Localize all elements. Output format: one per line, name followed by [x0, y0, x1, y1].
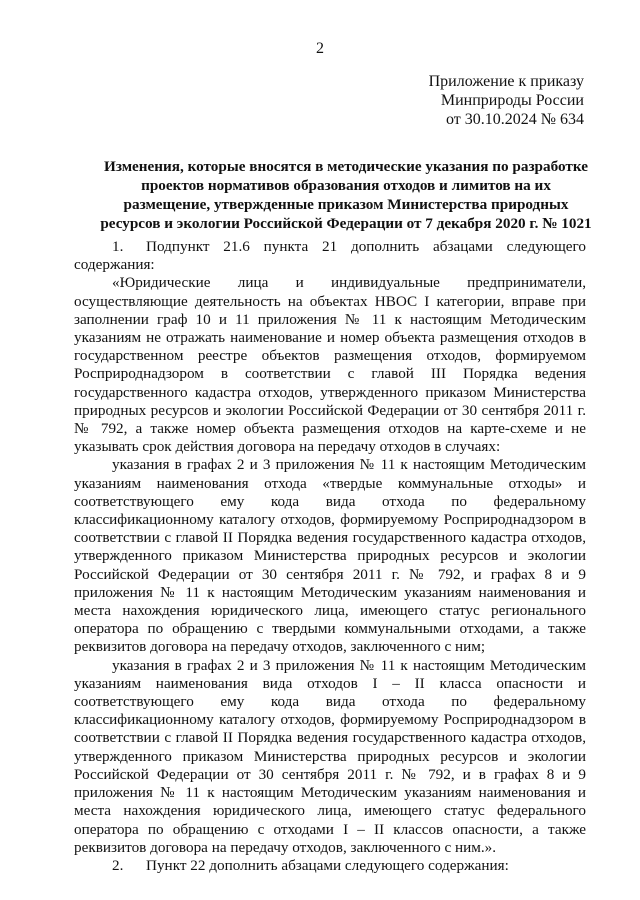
appendix-line-3: от 30.10.2024 № 634: [445, 111, 584, 128]
paragraph-4: указания в графах 2 и 3 приложения № 11 к настоящим Методическим указаниям наименования вида отходов I – II класса опасности и соответствующего ему кода вида отхода по федеральному классификационному каталогу отходов, формируемому Росприроднадзором в соответствии с главой II Порядка ведения государственного кадастра отходов, утвержденного приказом Министерства природных ресурсов и экологии Российской Федерации от 30 сентября 2011 г. № 792, и в графах 8 и 9 приложения № 11 к настоящим Методическим указаниям наименования и места нахождения юридического лица, имеющего статус федерального оператора по обращению с отходами I – II классов опасности, а также реквизитов договора на передачу отходов, заключенного с ним.».: [74, 656, 586, 856]
document-body: [74, 238, 586, 875]
paragraph-1-text: Подпункт 21.6 пункта 21 дополнить абзацами следующего содержания:: [74, 238, 586, 274]
page-number: 2: [316, 40, 324, 57]
appendix-line-2: Минприроды России: [440, 92, 584, 109]
paragraph-2: «Юридические лица и индивидуальные предприниматели, осуществляющие деятельность на объектах НВОС I категории, вправе при заполнении граф 10 и 11 приложения № 11 к настоящим Методическим указаниям не отражать наименование и номер объекта размещения отходов в государственном реестре объектов размещения отходов, формируемом Росприроднадзором в соответствии с главой III Порядка ведения государственного кадастра отходов, утвержденного приказом Министерства природных ресурсов и экологии Российской Федерации от 30 сентября 2011 г. № 792, а также номер объекта размещения отходов на карте-схеме и не указывать срок действия договора на передачу отходов в случаях:: [74, 274, 586, 456]
paragraph-1-number: 1.: [112, 238, 124, 255]
paragraph-5-text: Пункт 22 дополнить абзацами следующего содержания:: [146, 856, 509, 874]
paragraph-5: [74, 857, 586, 875]
paragraph-3: указания в графах 2 и 3 приложения № 11 к настоящим Методическим указаниям наименования отхода «твердые коммунальные отходы» и соответствующего ему кода вида отхода по федеральному классификационному каталогу отходов, формируемому Росприроднадзором в соответствии с главой II Порядка ведения государственного кадастра отходов, утвержденного приказом Министерства природных ресурсов и экологии Российской Федерации от 30 сентября 2011 г. № 792, и графах 8 и 9 приложения № 11 к настоящим Методическим указаниям наименования и места нахождения юридического лица, имеющего статус регионального оператора по обращению с твердыми коммунальными отходами, а также реквизитов договора на передачу отходов, заключенного с ним;: [74, 456, 586, 656]
paragraph-5-number: 2.: [112, 856, 124, 874]
document-title: Изменения, которые вносятся в методические указания по разработке проектов нормативов образования отходов и лимитов на их размещение, утвержденные приказом Министерства природных ресурсов и экологии Российской Федерации от 7 декабря 2020 г. № 1021: [100, 158, 592, 232]
paragraph-1: [74, 238, 586, 274]
appendix-header: [429, 72, 584, 129]
appendix-line-1: Приложение к приказу: [428, 73, 584, 90]
